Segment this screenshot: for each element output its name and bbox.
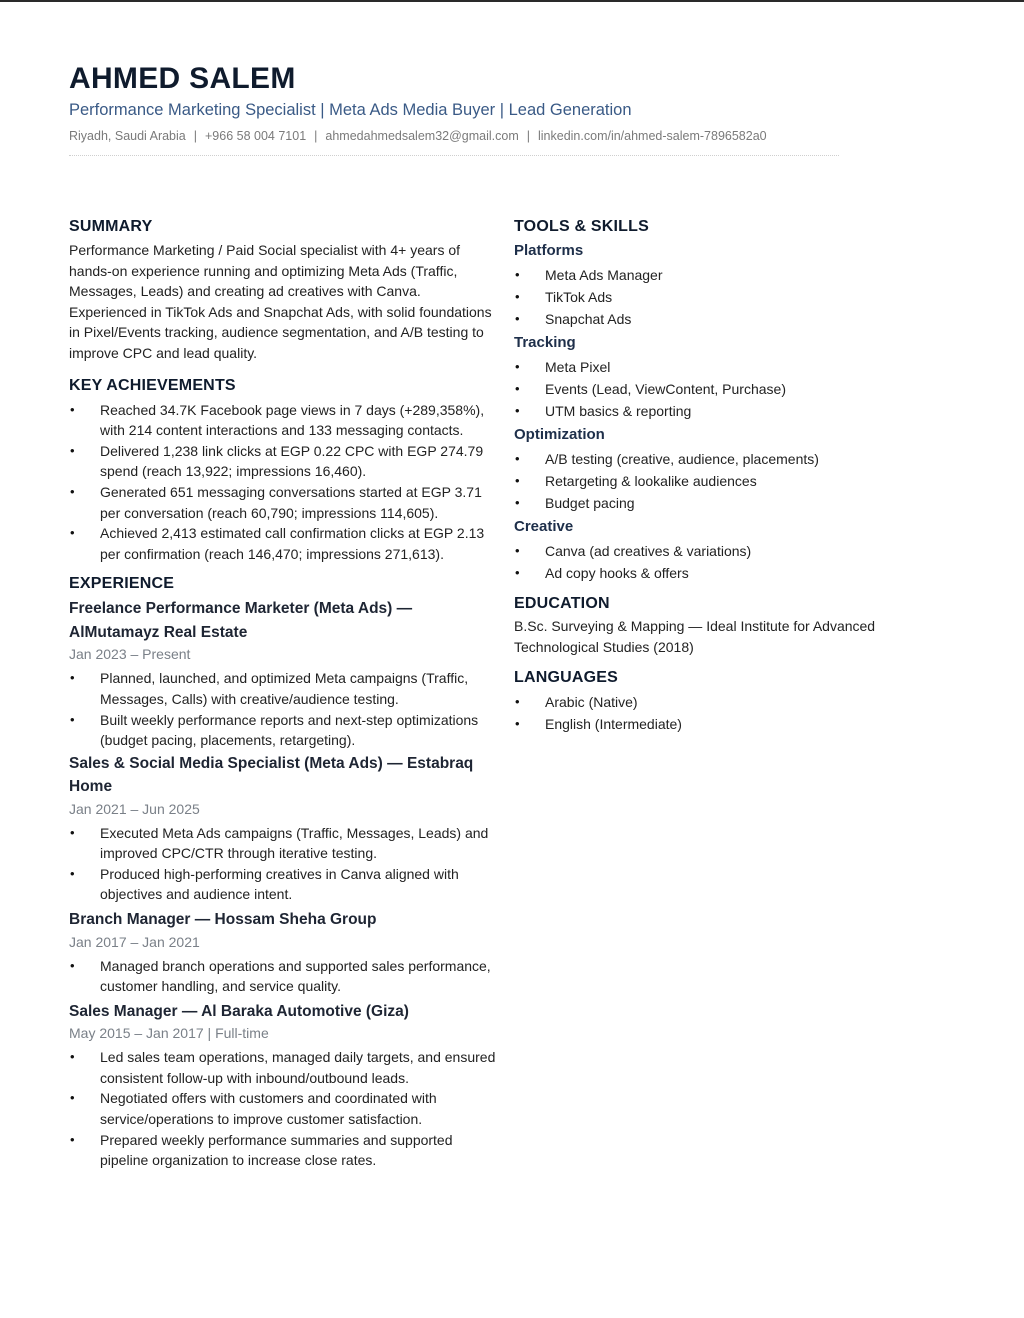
education-heading: EDUCATION <box>514 595 610 612</box>
contact-email[interactable]: ahmedahmedsalem32@gmail.com <box>325 129 519 143</box>
job-bullets <box>69 668 497 750</box>
job-date: Jan 2017 – Jan 2021 <box>69 933 200 950</box>
tool-item: • Retargeting & lookalike audiences <box>514 470 934 492</box>
contact-line <box>69 127 969 145</box>
job-title: Sales Manager — Al Baraka Automotive (Giza) <box>69 1002 409 1020</box>
achievement-item: • Delivered 1,238 link clicks at EGP 0.22 CPC with EGP 274.79 spend (reach 13,922; impressions 16,460). <box>69 441 497 482</box>
tool-item: • Meta Ads Manager <box>514 264 934 286</box>
summary-section <box>69 216 497 364</box>
job-bullet: • Produced high-performing creatives in Canva aligned with objectives and audience intent. <box>69 864 497 905</box>
job-bullets <box>69 823 497 905</box>
job-bullet: • Led sales team operations, managed daily targets, and ensured consistent follow-up with inbound/outbound leads. <box>69 1047 497 1088</box>
contact-separator: | <box>526 129 530 143</box>
experience-heading: EXPERIENCE <box>69 575 175 593</box>
tool-item: • Ad copy hooks & offers <box>514 562 934 584</box>
job-bullet: • Planned, launched, and optimized Meta campaigns (Traffic, Messages, Calls) with creative/audience testing. <box>69 668 497 709</box>
candidate-headline: Performance Marketing Specialist | Meta Ads Media Buyer | Lead Generation <box>69 101 632 119</box>
languages-list <box>514 691 934 735</box>
job-title: Branch Manager — Hossam Sheha Group <box>69 911 377 929</box>
tool-item: • Events (Lead, ViewContent, Purchase) <box>514 378 934 400</box>
achievement-item: • Generated 651 messaging conversations started at EGP 3.71 per conversation (reach 60,790; impressions 114,605). <box>69 482 497 523</box>
experience-section <box>69 573 497 1171</box>
job-bullet: • Prepared weekly performance summaries and supported pipeline organization to increase close rates. <box>69 1130 497 1171</box>
achievements-heading: KEY ACHIEVEMENTS <box>69 376 236 394</box>
tool-item: • A/B testing (creative, audience, placements) <box>514 448 934 470</box>
job-bullet: • Negotiated offers with customers and coordinated with service/operations to improve customer satisfaction. <box>69 1088 497 1129</box>
tool-item: • UTM basics & reporting <box>514 400 934 422</box>
job-title: Freelance Performance Marketer (Meta Ads) — AlMutamayz Real Estate <box>69 600 413 641</box>
tool-item: • TikTok Ads <box>514 286 934 308</box>
job-entry <box>69 752 497 905</box>
contact-phone: +966 58 004 7101 <box>205 129 307 143</box>
tools-section <box>514 216 934 584</box>
job-entry <box>69 1000 497 1171</box>
tools-group-list <box>514 540 934 584</box>
tools-group-list <box>514 448 934 514</box>
job-title: Sales & Social Media Specialist (Meta Ads) — Estabraq Home <box>69 754 474 796</box>
left-column <box>69 216 497 1171</box>
job-bullets <box>69 956 497 997</box>
top-border <box>0 0 1024 2</box>
tool-item: • Canva (ad creatives & variations) <box>514 540 934 562</box>
tools-group-list <box>514 356 934 422</box>
tools-heading: TOOLS & SKILLS <box>514 218 649 235</box>
tools-group-title: Platforms <box>514 242 584 259</box>
job-date: May 2015 – Jan 2017 | Full-time <box>69 1025 269 1042</box>
achievements-list <box>69 400 497 565</box>
summary-heading: SUMMARY <box>69 218 153 235</box>
job-bullet: • Executed Meta Ads campaigns (Traffic, Messages, Leads) and improved CPC/CTR through iterative testing. <box>69 823 497 864</box>
job-date: Jan 2021 – Jun 2025 <box>69 800 200 817</box>
language-item: • Arabic (Native) <box>514 691 934 713</box>
contact-location: Riyadh, Saudi Arabia <box>69 129 186 143</box>
education-section <box>514 593 934 657</box>
tools-group-list <box>514 264 934 330</box>
contact-linkedin[interactable]: linkedin.com/in/ahmed-salem-7896582a0 <box>538 129 767 143</box>
achievement-item: • Achieved 2,413 estimated call confirmation clicks at EGP 2.13 per confirmation (reach 146,470; impressions 271,613). <box>69 523 497 564</box>
header-divider <box>69 155 839 156</box>
contact-separator: | <box>314 129 318 143</box>
right-column <box>514 216 934 735</box>
tools-group-title: Creative <box>514 518 574 535</box>
job-date: Jan 2023 – Present <box>69 646 191 663</box>
tool-item: • Budget pacing <box>514 492 934 514</box>
summary-text: Performance Marketing / Paid Social specialist with 4+ years of hands-on experience running and optimizing Meta Ads (Traffic, Messages, Leads) and creating ad creatives with Canva. Experienced in TikTok Ads and Snapchat Ads, with solid foundations in Pixel/Events tracking, audience segmentation, and A/B testing to improve CPC and lead quality. <box>69 242 492 361</box>
contact-separator: | <box>193 129 197 143</box>
job-bullet: • Built weekly performance reports and next-step optimizations (budget pacing, placements, retargeting). <box>69 710 497 751</box>
education-text: B.Sc. Surveying & Mapping — Ideal Institute for Advanced Technological Studies (2018) <box>514 618 876 655</box>
achievements-section <box>69 375 497 565</box>
languages-section <box>514 667 934 735</box>
languages-heading: LANGUAGES <box>514 669 619 687</box>
achievement-item: • Reached 34.7K Facebook page views in 7 days (+289,358%), with 214 content interactions and 133 messaging contacts. <box>69 400 497 441</box>
language-item: • English (Intermediate) <box>514 713 934 735</box>
resume-header <box>69 60 969 156</box>
tool-item: • Snapchat Ads <box>514 308 934 330</box>
job-bullet: • Managed branch operations and supported sales performance, customer handling, and service quality. <box>69 956 497 997</box>
tools-group-title: Optimization <box>514 426 605 443</box>
candidate-name: AHMED SALEM <box>69 62 296 95</box>
job-entry <box>69 597 497 750</box>
tools-group-title: Tracking <box>514 334 576 351</box>
job-entry <box>69 908 497 997</box>
job-bullets <box>69 1047 497 1171</box>
tool-item: • Meta Pixel <box>514 356 934 378</box>
